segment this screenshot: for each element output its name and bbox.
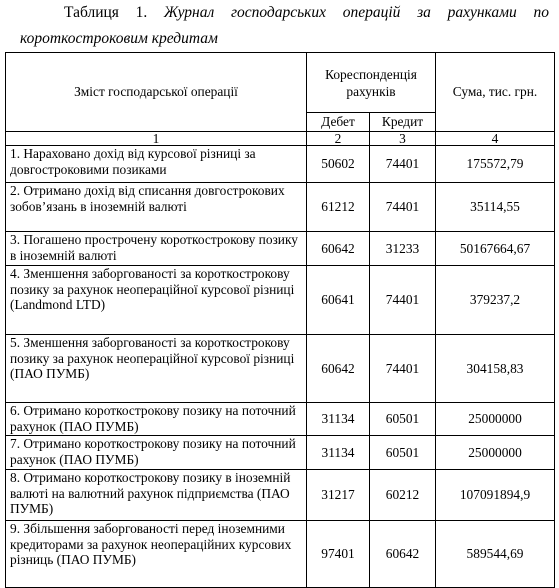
row-sum: 50167664,67 (436, 232, 555, 266)
header-sum: Сума, тис. грн. (436, 53, 555, 132)
journal-table (5, 52, 555, 588)
row-credit: 74401 (370, 335, 436, 403)
row-sum: 379237,2 (436, 266, 555, 335)
row-description: 7. Отримано короткострокову позику на поточний рахунок (ПАО ПУМБ) (6, 436, 307, 470)
row-description: 1. Нараховано дохід від курсової різниці за довгостроковими позиками (6, 146, 307, 183)
row-description: 4. Зменшення заборгованості за короткострокову позику за рахунок неопераційної курсової різниці (Landmond LTD) (6, 266, 307, 335)
row-debit: 31134 (307, 403, 370, 436)
row-debit: 31217 (307, 470, 370, 521)
column-number: 4 (436, 132, 555, 146)
table-row (6, 521, 555, 588)
caption-number: 1. (135, 4, 148, 21)
row-debit: 97401 (307, 521, 370, 588)
row-description: 8. Отримано короткострокову позику в іноземній валюті на валютний рахунок підприємства (ПАО ПУМБ) (6, 470, 307, 521)
caption-label: Таблиця (64, 4, 119, 21)
caption-title-word: господарських (230, 4, 327, 21)
caption-title-word: операцій (342, 4, 401, 21)
row-credit: 60501 (370, 436, 436, 470)
row-credit: 60501 (370, 403, 436, 436)
table-row (6, 470, 555, 521)
row-description: 6. Отримано короткострокову позику на поточний рахунок (ПАО ПУМБ) (6, 403, 307, 436)
table-row (6, 146, 555, 183)
header-correspondence: Кореспонденція рахунків (307, 53, 436, 113)
row-debit: 60641 (307, 266, 370, 335)
header-content: Зміст господарської операції (6, 53, 307, 132)
row-credit: 74401 (370, 266, 436, 335)
row-credit: 60212 (370, 470, 436, 521)
row-debit: 60642 (307, 232, 370, 266)
caption-title-word: Журнал (163, 4, 215, 21)
column-number: 1 (6, 132, 307, 146)
row-debit: 31134 (307, 436, 370, 470)
row-credit: 74401 (370, 183, 436, 232)
table-row (6, 266, 555, 335)
row-sum: 175572,79 (436, 146, 555, 183)
caption-title-line-2: короткостроковим кредитам (20, 30, 218, 47)
row-description: 5. Зменшення заборгованості за короткострокову позику за рахунок неопераційної курсової різниці (ПАО ПУМБ) (6, 335, 307, 403)
table-row (6, 335, 555, 403)
row-debit: 60642 (307, 335, 370, 403)
row-description: 9. Збільшення заборгованості перед іноземними кредиторами за рахунок неопераційних курсових різниць (ПАО ПУМБ) (6, 521, 307, 588)
caption-title-word: по (533, 4, 549, 21)
row-sum: 35114,55 (436, 183, 555, 232)
table-row (6, 436, 555, 470)
row-sum: 107091894,9 (436, 470, 555, 521)
row-description: 2. Отримано дохід від списання довгострокових зобов’язань в іноземній валюті (6, 183, 307, 232)
caption-line-1 (8, 0, 549, 26)
table-caption (8, 0, 549, 52)
row-sum: 589544,69 (436, 521, 555, 588)
header-credit: Кредит (370, 113, 436, 132)
row-debit: 61212 (307, 183, 370, 232)
row-description: 3. Погашено прострочену короткострокову позику в іноземній валюті (6, 232, 307, 266)
caption-title-word: за (417, 4, 431, 21)
column-number: 2 (307, 132, 370, 146)
row-sum: 25000000 (436, 403, 555, 436)
row-sum: 25000000 (436, 436, 555, 470)
caption-title-word: рахунками (447, 4, 517, 21)
table-row (6, 183, 555, 232)
row-credit: 31233 (370, 232, 436, 266)
header-debit: Дебет (307, 113, 370, 132)
table-row (6, 403, 555, 436)
table-row (6, 232, 555, 266)
row-credit: 74401 (370, 146, 436, 183)
row-credit: 60642 (370, 521, 436, 588)
row-sum: 304158,83 (436, 335, 555, 403)
row-debit: 50602 (307, 146, 370, 183)
column-number: 3 (370, 132, 436, 146)
